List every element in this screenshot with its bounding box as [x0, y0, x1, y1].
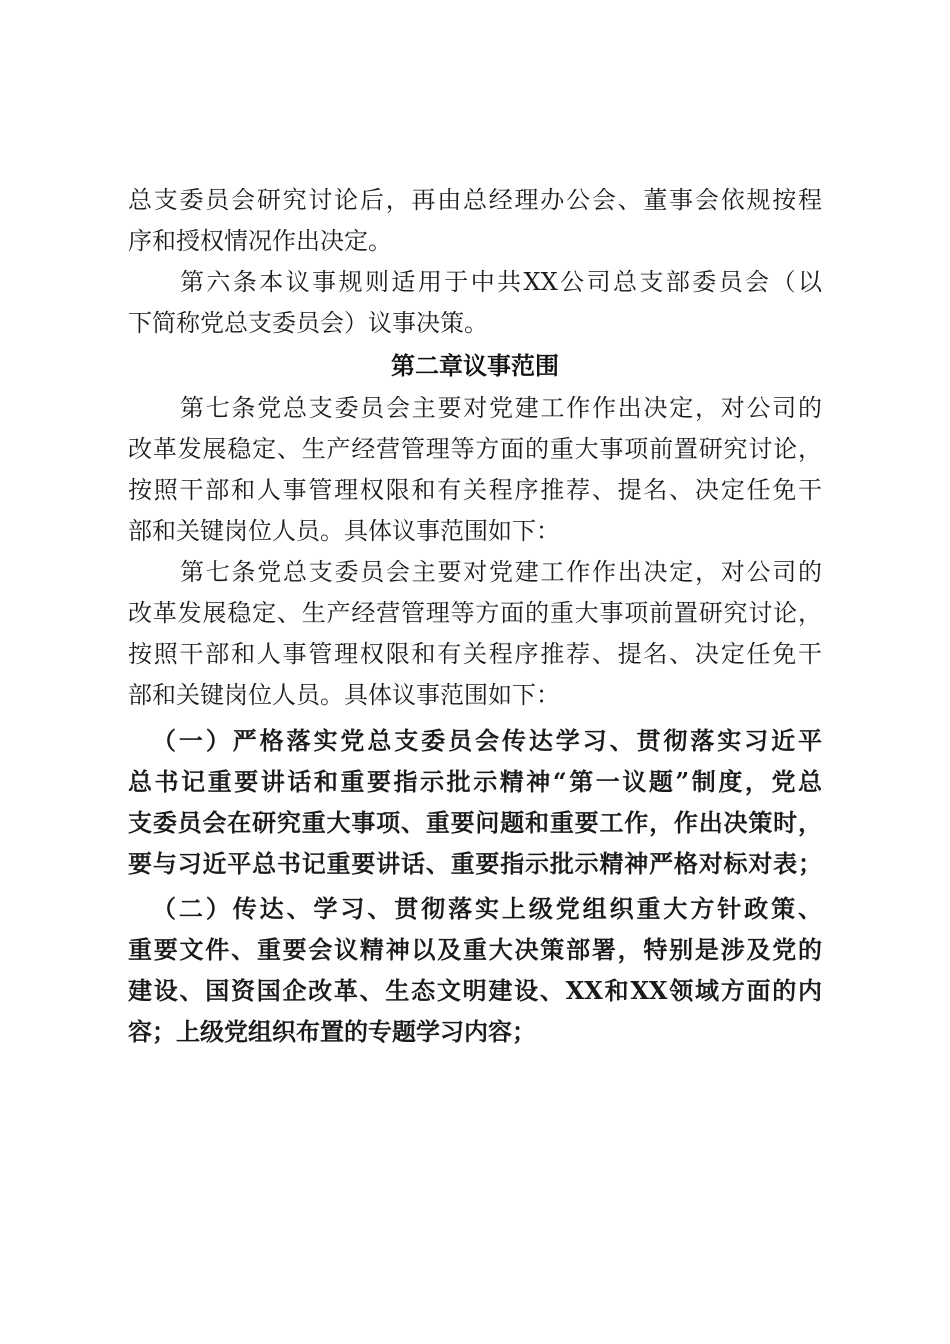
text-line: 建设、国资国企改革、生态文明建设、XX和XX领域方面的内: [128, 976, 822, 1005]
text-line: 总支委员会研究讨论后，再由总经理办公会、董事会依规按程: [128, 186, 822, 214]
text-line: 容；上级党组织布置的专题学习内容；: [128, 1017, 536, 1046]
document-body: [128, 180, 822, 1052]
text-line: 部和关键岗位人员。具体议事范围如下：: [128, 517, 560, 545]
list-item-1: [128, 720, 822, 884]
text-line: 按照干部和人事管理权限和有关程序推荐、提名、决定任免干: [128, 640, 822, 668]
text-line: 部和关键岗位人员。具体议事范围如下：: [128, 681, 560, 709]
chapter-heading: 第二章议事范围: [391, 351, 559, 380]
text-line: （二）传达、学习、贯彻落实上级党组织重大方针政策、: [152, 894, 822, 923]
text-line: 第六条本议事规则适用于中共XX公司总支部委员会（以: [180, 268, 822, 296]
text-line: 序和授权情况作出决定。: [128, 227, 392, 255]
paragraph-article-7: [128, 388, 822, 552]
list-item-2: [128, 888, 822, 1052]
text-line: 支委员会在研究重大事项、重要问题和重要工作，作出决策时，: [128, 808, 822, 837]
text-line: 改革发展稳定、生产经营管理等方面的重大事项前置研究讨论，: [128, 599, 822, 627]
text-line: （一）严格落实党总支委员会传达学习、贯彻落实习近平: [152, 726, 822, 755]
text-line: 要与习近平总书记重要讲话、重要指示批示精神严格对标对表；: [128, 849, 822, 878]
text-line: 下简称党总支委员会）议事决策。: [128, 309, 488, 337]
text-line: 改革发展稳定、生产经营管理等方面的重大事项前置研究讨论，: [128, 435, 822, 463]
paragraph-decision-process: [128, 180, 822, 262]
text-line: 重要文件、重要会议精神以及重大决策部署，特别是涉及党的: [128, 935, 822, 964]
text-line: 按照干部和人事管理权限和有关程序推荐、提名、决定任免干: [128, 476, 822, 504]
text-line: 总书记重要讲话和重要指示批示精神“第一议题”制度，党总: [128, 767, 822, 796]
paragraph-article-7-repeat: [128, 552, 822, 716]
text-line: 第七条党总支委员会主要对党建工作作出决定，对公司的: [180, 394, 822, 422]
text-line: 第七条党总支委员会主要对党建工作作出决定，对公司的: [180, 558, 822, 586]
paragraph-article-6: [128, 262, 822, 344]
